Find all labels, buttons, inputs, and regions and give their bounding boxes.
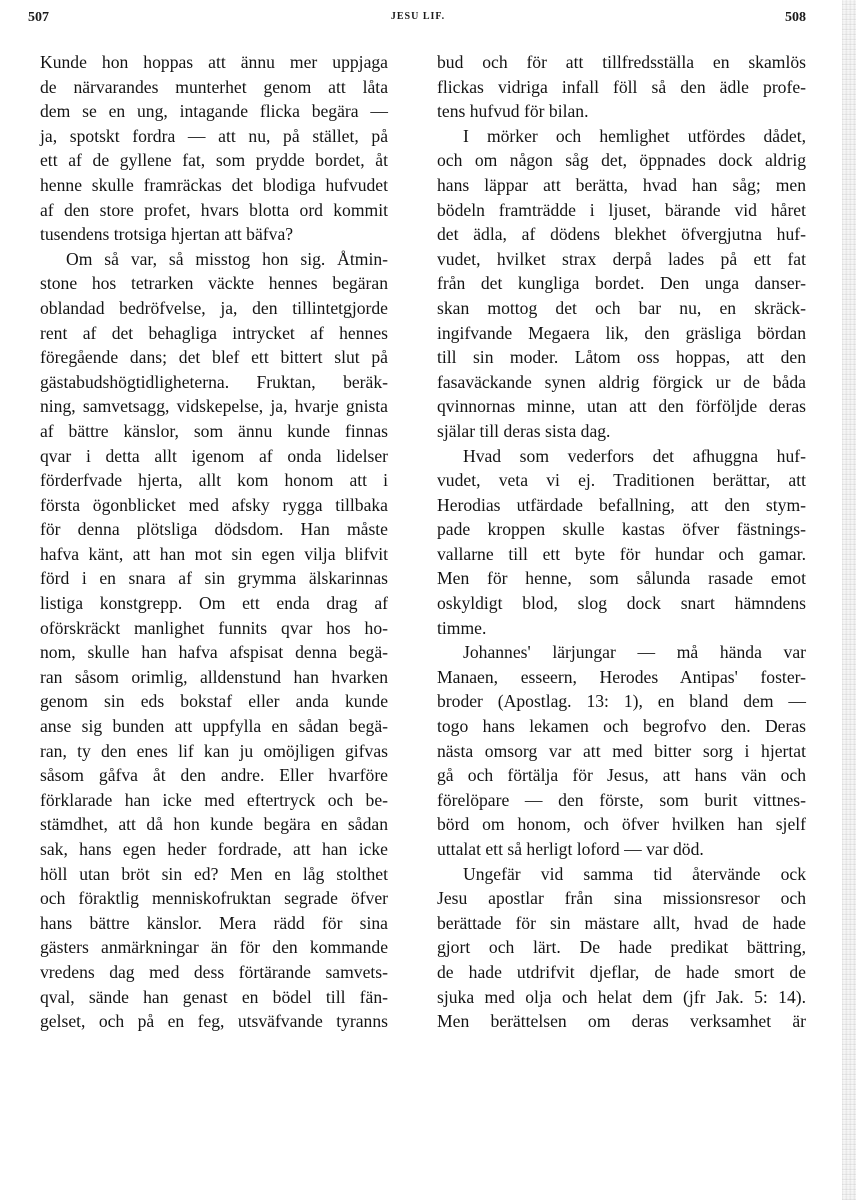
text-line: oblandad bedröfvelse, ja, den tillintetgjorde xyxy=(40,297,388,318)
text-line: Johannes' lärjungar — må hända var xyxy=(463,642,806,663)
text-line: det ädla, af dödens blekhet öfvergjutna huf- xyxy=(437,224,806,245)
text-line: föregående dans; det blef ett bittert slut på xyxy=(40,347,388,368)
text-line: nom, skulle han hafva afspisat denna begä- xyxy=(40,642,388,663)
text-line: Men berättelsen om deras verksamhet är xyxy=(437,1011,806,1032)
text-line: timme. xyxy=(437,617,487,638)
text-line: Men för henne, som sålunda rasade emot xyxy=(437,568,806,589)
text-line: sak, hans egen heder fordrade, att han icke xyxy=(40,839,388,859)
text-line: skan mottog det och bar nu, en skräck- xyxy=(437,297,806,318)
text-line: stämdhet, att då hon kunde begära en sådan xyxy=(40,814,388,835)
text-line: oförskräckt manlighet funnits qvar hos ho- xyxy=(40,617,388,638)
text-line: qval, sände han genast en bödel till fän- xyxy=(40,986,388,1007)
text-line: ett af de gyllene fat, som prydde bordet, åt xyxy=(40,150,388,171)
text-line: vallarne till ett byte för hundar och gamar. xyxy=(437,543,806,564)
text-line: från det kungliga bordet. Den unga danser- xyxy=(437,273,806,294)
text-line: ingifvande Megaera lik, den gräsliga bördan xyxy=(437,322,806,343)
text-line: och om någon såg det, öppnades dock aldrig xyxy=(437,150,806,171)
text-line: förelöpare — den förste, som burit vittnes- xyxy=(437,789,806,810)
text-line: stone hos tetrarken väckte hennes begäran xyxy=(40,273,388,294)
text-line: gästabudshögtidligheterna. Fruktan, beräk- xyxy=(40,371,388,392)
text-line: togo hans lekamen och begrofvo den. Deras xyxy=(437,716,806,737)
text-line: ran, ty den enes lif kan ju omöjligen gifvas xyxy=(40,740,388,761)
text-line: rent af det behagliga intrycket af hennes xyxy=(40,322,388,343)
page-number-right: 508 xyxy=(785,10,806,25)
text-line: gjort och lärt. De hade predikat bättring, xyxy=(437,937,806,958)
text-line: pade kroppen skulle kastas öfver fästnings- xyxy=(437,519,806,540)
text-line: bödeln framträdde i ljuset, bärande vid håret xyxy=(437,199,806,220)
text-line: anse sig bunden att uppfylla en sådan begä- xyxy=(40,716,388,737)
text-line: ja, spotskt fordra — att nu, på stället, på xyxy=(40,125,388,146)
text-line: Manaen, esseern, Herodes Antipas' foster- xyxy=(437,666,806,687)
text-line: Om så var, så misstog hon sig. Åtmin- xyxy=(66,248,388,269)
text-line: gelset, och på en feg, utsväfvande tyranns xyxy=(40,1011,388,1032)
text-line: börd om honom, och öfver hvilken han sjelf xyxy=(437,814,806,835)
text-line: sjuka med olja och helat dem (jfr Jak. 5: 14). xyxy=(437,986,806,1007)
text-line: dem se en ung, intagande flicka begära — xyxy=(40,101,388,122)
text-line: I mörker och hemlighet utfördes dådet, xyxy=(463,125,806,146)
text-line: af bättre känslor, som ännu kunde finnas xyxy=(40,420,388,441)
text-line: gästers anmärkningar än för den kommande xyxy=(40,937,388,958)
text-line: nästa omsorg var att med bitter sorg i hjertat xyxy=(437,740,806,761)
text-line: förklarade han icke med eftertryck och be- xyxy=(40,789,388,810)
text-line: henne skulle framräckas det blodiga hufvudet xyxy=(40,174,388,195)
text-line: höll utan bröt sin ed? Men en låg stolthet xyxy=(40,863,388,884)
text-line: första ögonblicket med afsky rygga tillbaka xyxy=(40,494,388,515)
text-line: genom sin eds bokstaf eller anda kunde xyxy=(40,691,388,712)
text-line: flickas vidriga infall föll så den ädle profe- xyxy=(437,76,806,97)
text-line: Hvad som vederfors det afhuggna huf- xyxy=(463,445,806,466)
text-line: hans läppar att berätta, hvad han såg; men xyxy=(437,174,806,195)
text-line: hafva känt, att han mot sin egen vilja blifvit xyxy=(40,543,388,564)
page-number-left: 507 xyxy=(28,10,49,25)
scan-edge-noise xyxy=(842,0,856,1200)
text-line: förderfvade hjerta, allt kom honom att i xyxy=(40,470,388,491)
text-line: fasaväckande synen aldrig förgick ur de båda xyxy=(437,371,806,392)
text-line: uttalat ett så herligt loford — var död. xyxy=(437,839,704,859)
text-line: broder (Apostlag. 13: 1), en bland dem — xyxy=(437,691,806,712)
text-line: till sin moder. Låtom oss hoppas, att den xyxy=(437,347,806,368)
text-line: ning, samvetsagg, vidskepelse, ja, hvarje gnista xyxy=(40,396,388,417)
text-line: de närvarandes munterhet genom att låta xyxy=(40,76,388,97)
text-line: hans bättre känslor. Mera rädd för sina xyxy=(40,912,388,933)
right-text-column xyxy=(437,50,806,1034)
text-line: vredens dag med dess förtärande samvets- xyxy=(40,961,388,982)
running-title: JESU LIF. xyxy=(390,11,446,22)
text-line: såsom gåfva åt den andre. Eller hvarföre xyxy=(40,765,388,786)
text-line: tens hufvud för bilan. xyxy=(437,101,589,122)
text-line: qvinnornas minne, utan att den förföljde deras xyxy=(437,396,806,417)
text-line: bud och för att tillfredsställa en skamlös xyxy=(437,52,806,72)
text-line: qvar i detta allt igenom af onda lidelser xyxy=(40,445,388,466)
text-line: vudet, hvilket strax derpå lades på ett fat xyxy=(437,248,806,269)
text-line: berättade för sin mästare allt, hvad de hade xyxy=(437,912,806,933)
text-line: ran såsom orimlig, alldenstund han hvarken xyxy=(40,666,388,687)
text-line: Ungefär vid samma tid återvände ock xyxy=(463,863,806,884)
text-line: vudet, veta vi ej. Traditionen berättar, att xyxy=(437,470,806,491)
text-line: tusendens trotsiga hjertan att bäfva? xyxy=(40,224,294,245)
left-text-column xyxy=(40,50,388,1034)
text-line: Herodias utfärdade befallning, att den stym- xyxy=(437,494,806,515)
text-line: själar till deras sista dag. xyxy=(437,420,611,441)
text-line: oskyldigt blod, slog dock snart hämndens xyxy=(437,593,806,614)
text-line: förd i en snara af sin grymma älskarinnas xyxy=(40,568,388,589)
running-header xyxy=(28,10,808,30)
text-line: och föraktlig menniskofruktan segrade öfver xyxy=(40,888,388,909)
text-line: af den store profet, hvars blotta ord kommit xyxy=(40,199,388,220)
text-line: gå och förtälja för Jesus, att hans vän och xyxy=(437,765,806,786)
text-line: Jesu apostlar från sina missionsresor och xyxy=(437,888,806,909)
text-line: listiga konstgrepp. Om ett enda drag af xyxy=(40,593,388,614)
text-line: de hade utdrifvit djeflar, de hade smort de xyxy=(437,961,806,982)
text-line: för denna plötsliga dödsdom. Han måste xyxy=(40,519,388,540)
text-line: Kunde hon hoppas att ännu mer uppjaga xyxy=(40,52,388,72)
